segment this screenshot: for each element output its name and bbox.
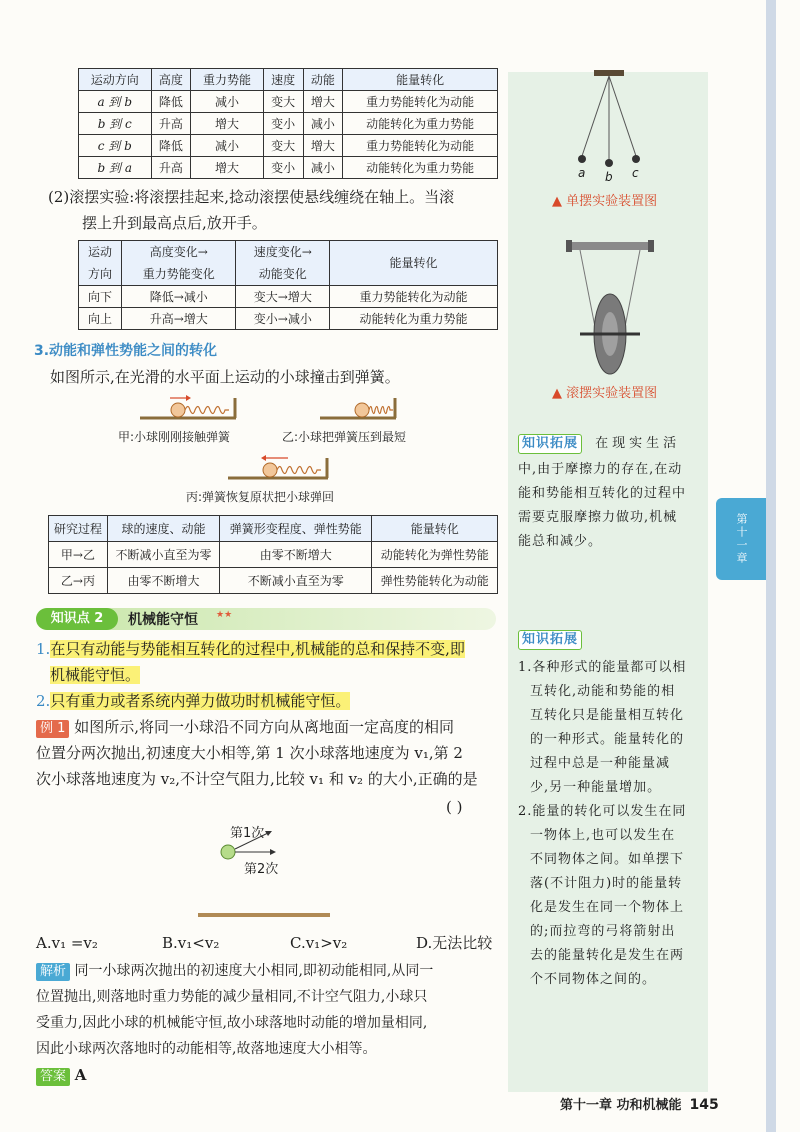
kp2-point1-cont — [50, 662, 140, 688]
ext2-line: 的一种形式。能量转化的 — [530, 732, 685, 747]
kp2-point1 — [36, 636, 465, 662]
table-cell: 增大 — [303, 135, 343, 157]
chapter-tab: 第十一章 — [716, 498, 766, 580]
header-line: 高度变化→ — [149, 245, 208, 259]
table-row — [49, 568, 498, 594]
table-cell: 动能转化为重力势能 — [343, 113, 498, 135]
table-cell: 乙→丙 — [49, 568, 108, 594]
table-header: 能量转化 — [372, 516, 498, 542]
spring-diagram-jia — [140, 394, 240, 422]
maxwell-caption — [552, 382, 657, 401]
ext2-line: 化是发生在同一个物体上 — [530, 900, 685, 915]
header-line: 运动 — [88, 245, 113, 259]
maxwell-line2: 摆上升到最高点后,放开手。 — [82, 214, 267, 232]
table-cell: 变小 — [263, 157, 303, 179]
pendulum-label-b: b — [605, 170, 613, 184]
ext1-line: 中,由于摩擦力的存在,在动 — [518, 462, 683, 477]
table-cell: 变小 — [263, 113, 303, 135]
table-cell: 甲→乙 — [49, 542, 108, 568]
table-cell: 变大→增大 — [236, 286, 330, 308]
analysis-line3: 受重力,因此小球的机械能守恒,故小球落地时动能的增加量相同, — [36, 1015, 428, 1031]
table-cell: c 到 b — [79, 135, 152, 157]
ext1-line: 需要克服摩擦力做功,机械 — [518, 510, 678, 525]
table-cell: 升高 — [151, 157, 191, 179]
table-row — [79, 157, 498, 179]
ext1-line: 能和势能相互转化的过程中 — [518, 486, 687, 501]
spring-diagram-bing — [228, 454, 332, 482]
caption-yi: 乙:小球把弹簧压到最短 — [282, 430, 407, 444]
table-row — [79, 91, 498, 113]
point-number: 2. — [36, 692, 51, 710]
table-cell: 降低 — [151, 135, 191, 157]
table-cell: b 到 c — [79, 113, 152, 135]
answer-line — [36, 1062, 86, 1088]
header-line: 动能变化 — [258, 267, 307, 281]
table-row — [79, 135, 498, 157]
table-row — [79, 286, 498, 308]
table-cell: 向下 — [79, 286, 122, 308]
example-line2: 位置分两次抛出,初速度大小相等,第 1 次小球落地速度为 v₁,第 2 — [36, 744, 463, 762]
option-c: C.v₁>v₂ — [290, 934, 348, 952]
example-text: 如图所示,将同一小球沿不同方向从离地面一定高度的相同 — [74, 718, 454, 736]
header-line: 重力势能变化 — [142, 267, 215, 281]
table-cell: 由零不断增大 — [107, 568, 219, 594]
table-header-row — [49, 516, 498, 542]
ext1-line: 能总和减少。 — [518, 534, 603, 549]
caption-jia: 甲:小球刚刚接触弹簧 — [118, 430, 231, 444]
table-header-row — [79, 69, 498, 91]
table-cell: a 到 b — [79, 91, 152, 113]
table-header: 弹簧形变程度、弹性势能 — [220, 516, 372, 542]
ext2-line: 个不同物体之间的。 — [530, 972, 657, 987]
table-header-row — [79, 241, 498, 286]
table-cell: 向上 — [79, 308, 122, 330]
ext2-line: 去的能量转化是发生在两 — [530, 948, 685, 963]
table-header: 重力势能 — [191, 69, 264, 91]
example-line3: 次小球落地速度为 v₂,不计空气阻力,比较 v₁ 和 v₂ 的大小,正确的是 — [36, 770, 478, 788]
table-cell: 增大 — [191, 113, 264, 135]
section3-intro: 如图所示,在光滑的水平面上运动的小球撞击到弹簧。 — [50, 368, 400, 386]
analysis-line4: 因此小球两次落地时的动能相等,故落地速度大小相等。 — [36, 1041, 377, 1057]
table-header — [79, 241, 122, 286]
answer-bracket: ( ) — [446, 798, 463, 816]
table-cell: 弹性势能转化为动能 — [372, 568, 498, 594]
ext2-line: 一物体上,也可以发生在 — [530, 828, 676, 843]
spring-table — [48, 515, 498, 594]
table-header: 速度 — [263, 69, 303, 91]
kp2-label: 知识点 2 — [36, 608, 118, 630]
table-cell: 重力势能转化为动能 — [330, 286, 498, 308]
throw-label-2: 第2次 — [244, 862, 279, 877]
pendulum-caption — [552, 190, 657, 209]
example-tag: 例 1 — [36, 720, 69, 738]
analysis-line1 — [36, 958, 433, 984]
maxwell-table — [78, 240, 498, 330]
option-b: B.v₁<v₂ — [162, 934, 220, 952]
ext1-text: 在现实生活 — [595, 436, 681, 451]
table-cell: 升高 — [151, 113, 191, 135]
highlight-text: 只有重力或者系统内弹力做功时机械能守恒。 — [50, 692, 351, 710]
highlight-text: 在只有动能与势能相互转化的过程中,机械能的总和保持不变,即 — [50, 640, 465, 658]
point-number: 1. — [36, 640, 51, 658]
table-cell: 不断减小直至为零 — [107, 542, 219, 568]
table-cell: 减小 — [191, 91, 264, 113]
pendulum-illustration — [560, 68, 660, 178]
spring-diagram-yi — [320, 394, 400, 422]
page-edge — [766, 0, 776, 1132]
example-line1 — [36, 714, 454, 740]
table-cell: 升高→增大 — [122, 308, 236, 330]
ext2-line: 不同物体之间。如单摆下 — [530, 852, 685, 867]
analysis-text: 同一小球两次抛出的初速度大小相同,即初动能相同,从同一 — [74, 963, 434, 979]
table-cell: b 到 a — [79, 157, 152, 179]
table-cell: 动能转化为重力势能 — [343, 157, 498, 179]
table-header: 能量转化 — [343, 69, 498, 91]
ext2-line: 互转化,动能和势能的相 — [530, 684, 676, 699]
table-row — [79, 113, 498, 135]
table-cell: 降低 — [151, 91, 191, 113]
analysis-line2: 位置抛出,则落地时重力势能的减少量相同,不计空气阻力,小球只 — [36, 989, 428, 1005]
ext2-line: 1.各种形式的能量都可以相 — [518, 660, 687, 675]
caption-text: ▲ 单摆实验装置图 — [552, 194, 658, 209]
table-cell: 由零不断增大 — [220, 542, 372, 568]
analysis-tag: 解析 — [36, 963, 70, 981]
table-cell: 不断减小直至为零 — [220, 568, 372, 594]
ext2-heading-row — [518, 628, 582, 652]
table-cell: 动能转化为弹性势能 — [372, 542, 498, 568]
table-cell: 增大 — [303, 91, 343, 113]
section3-heading: 3.动能和弹性势能之间的转化 — [34, 343, 218, 359]
pendulum-label-c: c — [632, 166, 639, 180]
table-header: 动能 — [303, 69, 343, 91]
footer-chapter: 第十一章 功和机械能 — [560, 1098, 682, 1113]
pendulum-table — [78, 68, 498, 179]
ext1-line1 — [518, 432, 680, 456]
ground-line — [198, 912, 332, 918]
page-footer — [560, 1094, 719, 1113]
table-row — [79, 308, 498, 330]
ext2-line: 少,另一种能量增加。 — [530, 780, 662, 795]
ext1-heading: 知识拓展 — [518, 434, 582, 454]
table-header — [236, 241, 330, 286]
kp2-point2 — [36, 688, 350, 714]
ext2-line: 落(不计阻力)时的能量转 — [530, 876, 683, 891]
ext2-line: 互转化只是能量相互转化 — [530, 708, 685, 723]
header-line: 方向 — [88, 267, 113, 281]
caption-bing: 丙:弹簧恢复原状把小球弹回 — [186, 490, 335, 504]
table-cell: 变大 — [263, 135, 303, 157]
table-cell: 增大 — [191, 157, 264, 179]
ext2-line: 2.能量的转化可以发生在同 — [518, 804, 687, 819]
difficulty-stars: ★★ — [216, 610, 233, 620]
answer-value: A — [74, 1066, 87, 1084]
table-header: 研究过程 — [49, 516, 108, 542]
throw-label-1: 第1次 — [230, 826, 265, 841]
option-d: D.无法比较 — [416, 934, 493, 952]
table-cell: 降低→减小 — [122, 286, 236, 308]
highlight-text: 机械能守恒。 — [50, 666, 141, 684]
option-a: A.v₁ =v₂ — [36, 934, 98, 952]
table-cell: 变小→减小 — [236, 308, 330, 330]
pendulum-label-a: a — [578, 166, 586, 180]
table-header: 球的速度、动能 — [107, 516, 219, 542]
table-cell: 减小 — [303, 113, 343, 135]
header-line: 速度变化→ — [253, 245, 312, 259]
ext2-line: 过程中总是一种能量减 — [530, 756, 671, 771]
table-cell: 减小 — [191, 135, 264, 157]
table-header — [122, 241, 236, 286]
table-header: 高度 — [151, 69, 191, 91]
ext2-line: 的;而拉弯的弓将箭射出 — [530, 924, 676, 939]
table-header: 运动方向 — [79, 69, 152, 91]
maxwell-wheel-illustration — [560, 236, 660, 376]
page-number: 145 — [689, 1097, 719, 1113]
table-cell: 重力势能转化为动能 — [343, 135, 498, 157]
table-cell: 重力势能转化为动能 — [343, 91, 498, 113]
table-cell: 动能转化为重力势能 — [330, 308, 498, 330]
table-cell: 变大 — [263, 91, 303, 113]
table-cell: 减小 — [303, 157, 343, 179]
caption-text: ▲ 滚摆实验装置图 — [552, 386, 658, 401]
answer-tag: 答案 — [36, 1068, 70, 1086]
table-row — [49, 542, 498, 568]
maxwell-line1: (2)滚摆实验:将滚摆挂起来,捻动滚摆使悬线缠绕在轴上。当滚 — [48, 188, 455, 206]
kp2-title: 机械能守恒 — [128, 612, 198, 628]
table-header: 能量转化 — [330, 241, 498, 286]
ext2-heading: 知识拓展 — [518, 630, 582, 650]
